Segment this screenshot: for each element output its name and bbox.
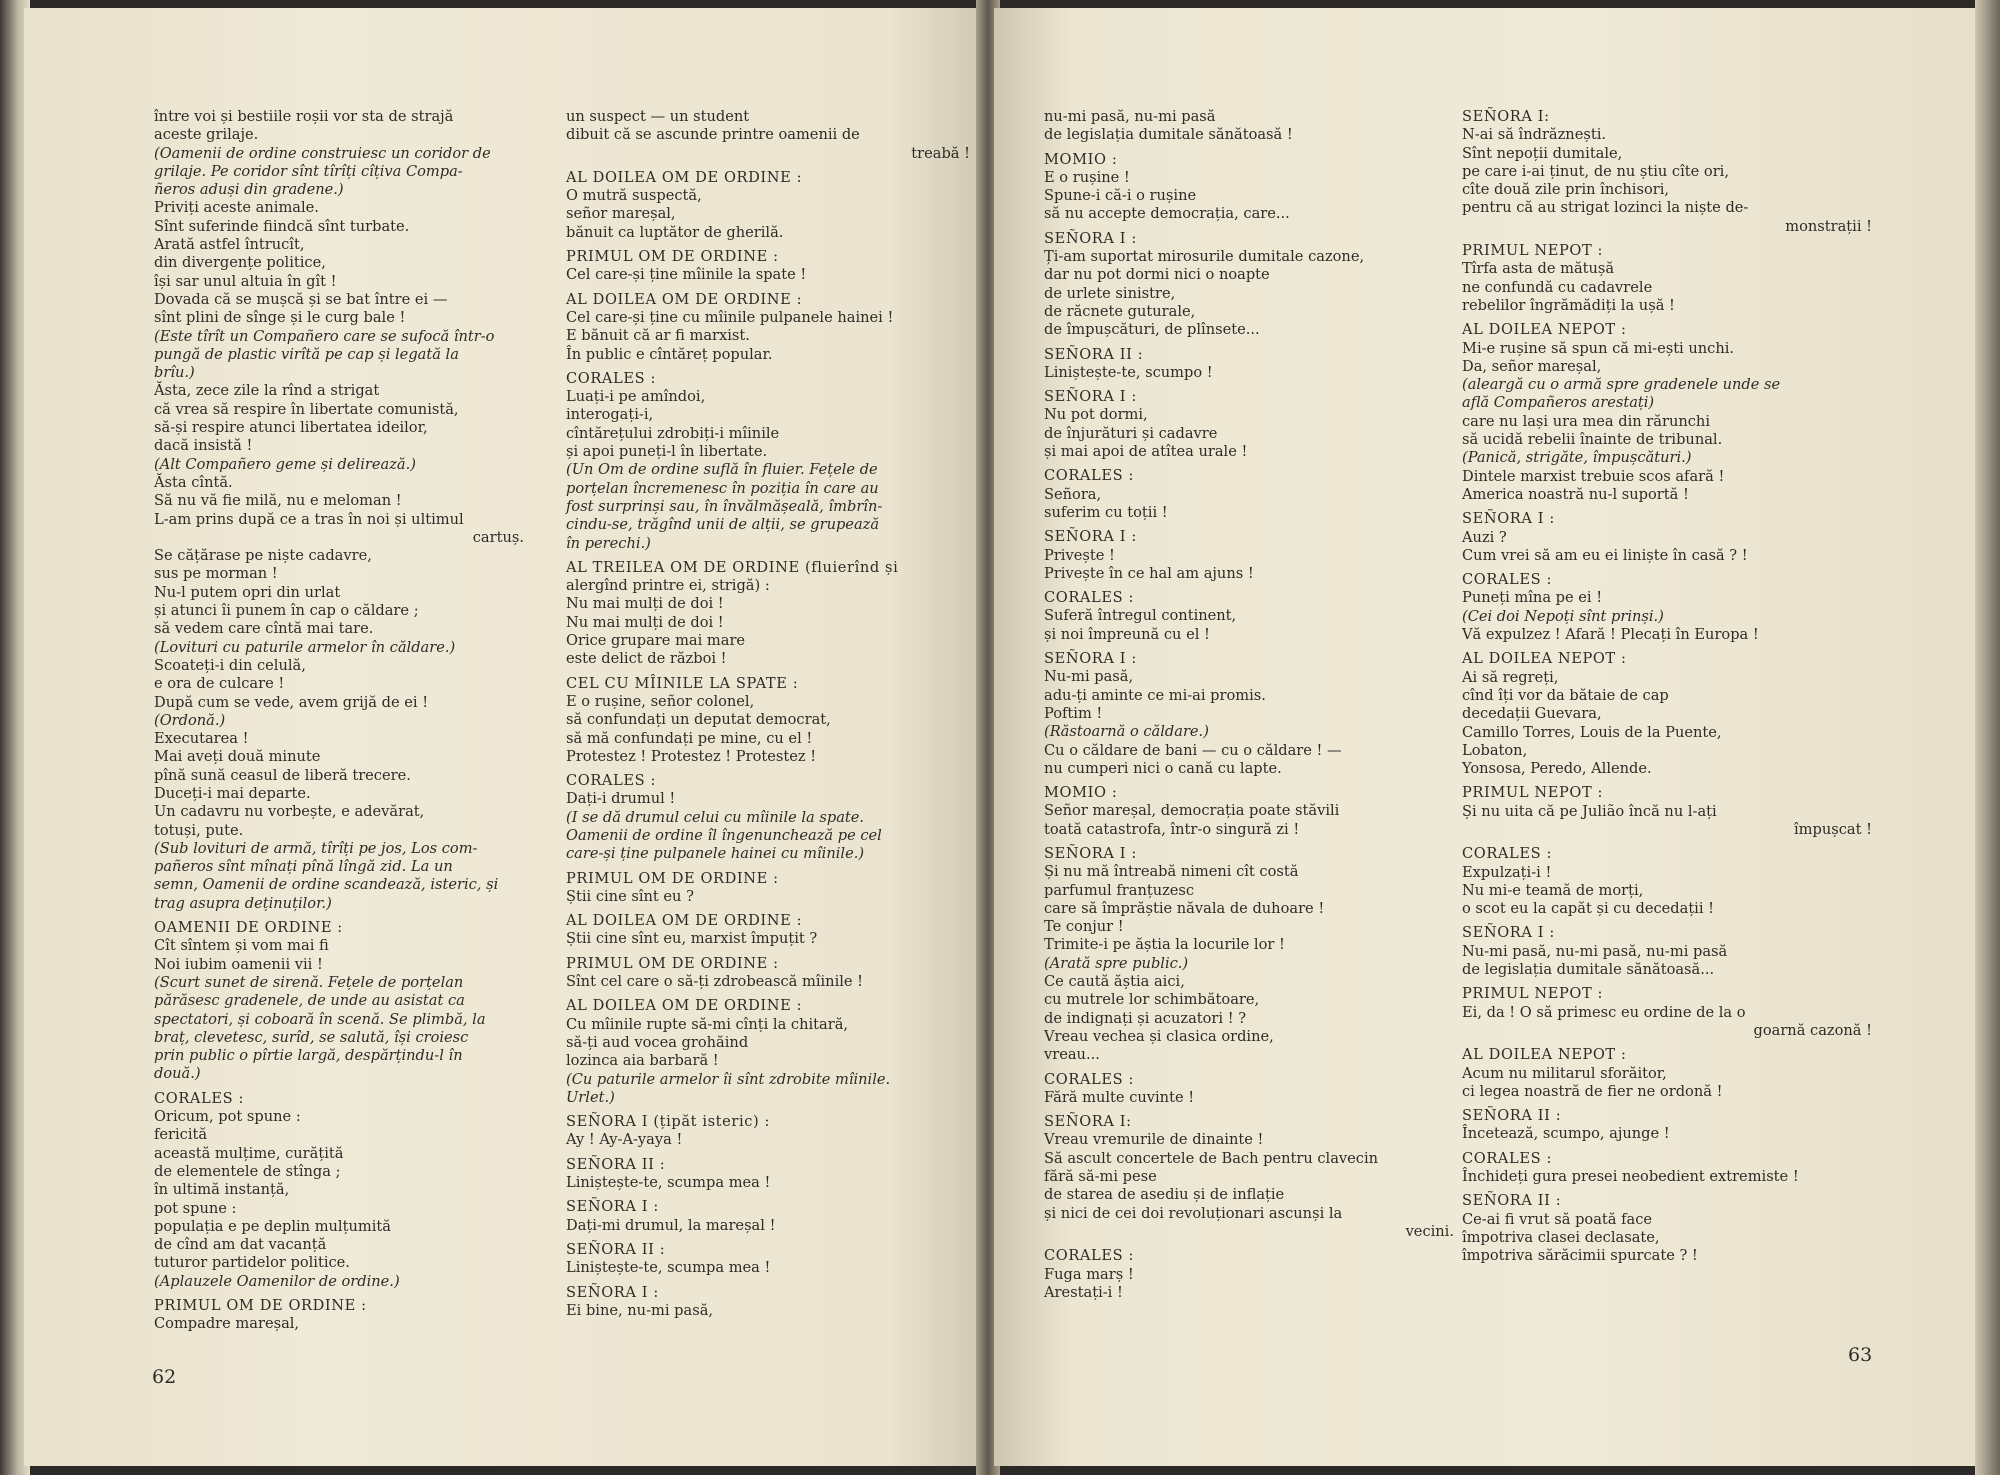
text-line: să confundați un deputat democrat, xyxy=(566,711,831,729)
text-line: Scoateți-i din celulă, xyxy=(154,656,306,674)
text-line: (Aplauzele Oamenilor de ordine.) xyxy=(154,1272,400,1290)
text-line: care să împrăștie năvala de duhoare ! xyxy=(1044,899,1325,917)
page-number-right: 63 xyxy=(1848,1344,1873,1366)
text-line: După cum se vede, avem grijă de ei ! xyxy=(154,693,429,711)
text-line: Ai să regreți, xyxy=(1462,668,1559,686)
text-line: Compadre mareșal, xyxy=(154,1315,300,1333)
text-line: America noastră nu-l suportă ! xyxy=(1462,485,1689,503)
text-line: ci legea noastră de fier ne ordonă ! xyxy=(1462,1082,1723,1100)
speaker-label: SEÑORA I : xyxy=(1044,229,1137,247)
speaker-label: CORALES : xyxy=(1462,1149,1552,1167)
text-line: Liniștește-te, scumpa mea ! xyxy=(566,1259,771,1277)
text-line: Dintele marxist trebuie scos afară ! xyxy=(1462,467,1725,485)
text-line: (Cei doi Nepoți sînt prinși.) xyxy=(1462,607,1664,625)
text-line: pañeros sînt mînați pînă lîngă zid. La un xyxy=(154,858,453,876)
text-line: împotriva sărăcimii spurcate ? ! xyxy=(1462,1247,1698,1265)
text-line: să ucidă rebelii înainte de tribunal. xyxy=(1462,431,1723,449)
speaker-label: PRIMUL OM DE ORDINE : xyxy=(154,1297,367,1314)
text-line: Nu mai mulți de doi ! xyxy=(566,613,724,631)
text-line: de înjurături și cadavre xyxy=(1044,424,1218,442)
text-line: decedații Guevara, xyxy=(1462,705,1602,723)
text-line: să-și respire atunci libertatea ideilor, xyxy=(154,419,428,437)
text-line: Și nu mă întreabă nimeni cît costă xyxy=(1044,863,1299,881)
page-number-left: 62 xyxy=(152,1366,177,1388)
text-line: Señor mareșal, democrația poate stăvili xyxy=(1044,802,1340,820)
text-line: (Ordonă.) xyxy=(154,711,226,729)
text-line: Cum vrei să am eu ei liniște în casă ? ! xyxy=(1462,546,1748,564)
speaker-label: CORALES : xyxy=(154,1089,244,1107)
text-line: ne confundă cu cadavrele xyxy=(1462,278,1653,296)
text-line: vreau... xyxy=(1044,1046,1100,1064)
text-line: de răcnete guturale, xyxy=(1044,302,1196,320)
text-line: alergînd printre ei, strigă) : xyxy=(566,577,770,595)
text-line: (I se dă drumul celui cu mîinile la spate. xyxy=(566,808,865,826)
text-line: adu-ți aminte ce mi-ai promis. xyxy=(1044,686,1266,704)
text-line: Vă expulzez ! Afară ! Plecați în Europa ! xyxy=(1462,626,1759,644)
text-line: Privește ! xyxy=(1044,546,1115,564)
left-page xyxy=(24,8,984,1466)
speaker-label: SEÑORA I : xyxy=(1462,510,1555,528)
text-line: Știi cine sînt eu, marxist împuțit ? xyxy=(566,930,818,948)
text-line: populația e pe deplin mulțumită xyxy=(154,1217,391,1235)
text-line: vecini. xyxy=(1405,1222,1454,1240)
speaker-label: MOMIO : xyxy=(1044,150,1118,168)
text-line: Acum nu militarul sforăitor, xyxy=(1462,1064,1667,1082)
text-line: pentru că au strigat lozinci la niște de- xyxy=(1462,199,1749,217)
text-line: Cel care-și ține cu mîinile pulpanele hainei ! xyxy=(566,308,894,326)
speaker-label: AL DOILEA NEPOT : xyxy=(1462,321,1627,339)
speaker-label: AL DOILEA NEPOT : xyxy=(1462,1046,1627,1064)
text-line: Nu mai mulți de doi ! xyxy=(566,595,724,613)
text-line: Cu mîinile rupte să-mi cînți la chitară, xyxy=(566,1015,849,1033)
text-line: Liniștește-te, scumpo ! xyxy=(1044,363,1213,381)
text-line: Auzi ? xyxy=(1462,528,1507,546)
text-line: de elementele de stînga ; xyxy=(154,1162,341,1180)
text-line: (aleargă cu o armă spre gradenele unde se xyxy=(1462,376,1781,394)
text-line: cîte două zile prin închisori, xyxy=(1462,181,1670,199)
text-line: pînă sună ceasul de liberă trecere. xyxy=(154,766,411,784)
text-line: dar nu pot dormi nici o noapte xyxy=(1044,266,1270,284)
text-line: brîu.) xyxy=(154,364,195,382)
text-line: Nu-l putem opri din urlat xyxy=(154,583,341,601)
text-line: Noi iubim oamenii vii ! xyxy=(154,955,323,973)
text-line: să nu accepte democrația, care... xyxy=(1044,205,1290,223)
text-line: această mulțime, curățită xyxy=(154,1144,344,1162)
text-line: Da, señor mareșal, xyxy=(1462,357,1602,375)
speaker-label: SEÑORA II : xyxy=(566,1155,666,1173)
text-line: Lobaton, xyxy=(1462,741,1528,759)
text-line: Ei bine, nu-mi pasă, xyxy=(566,1301,714,1319)
text-line: spectatori, și coboară în scenă. Se plimbă, la xyxy=(154,1010,486,1028)
text-line: fost surprinși sau, în învălmășeală, îmbrîn- xyxy=(566,497,883,515)
text-line: Fără multe cuvinte ! xyxy=(1044,1088,1195,1106)
speaker-label: AL TREILEA OM DE ORDINE (fluierînd și xyxy=(566,558,899,576)
text-line: Și nu uita că pe Julião încă nu l-ați xyxy=(1462,802,1717,820)
speaker-label: SEÑORA I : xyxy=(1462,924,1555,942)
text-line: de indignați și acuzatori ! ? xyxy=(1044,1009,1247,1027)
text-line: Yonsosa, Peredo, Allende. xyxy=(1462,760,1652,778)
text-line: Închideți gura presei neobedient extremiste ! xyxy=(1462,1168,1799,1186)
text-line: Executarea ! xyxy=(154,730,249,748)
speaker-label: SEÑORA I : xyxy=(1044,528,1137,546)
text-line: suferim cu toții ! xyxy=(1044,503,1168,521)
text-line: Liniștește-te, scumpa mea ! xyxy=(566,1174,771,1192)
speaker-label: AL DOILEA NEPOT : xyxy=(1462,650,1627,668)
text-line: bănuit ca luptător de gherilă. xyxy=(566,223,784,241)
speaker-label: PRIMUL OM DE ORDINE : xyxy=(566,869,779,887)
text-line: (Oamenii de ordine construiesc un coridor de xyxy=(154,144,491,162)
text-line: și mai apoi de atîtea urale ! xyxy=(1044,443,1248,461)
text-line: Să nu vă fie milă, nu e meloman ! xyxy=(154,492,402,510)
speaker-label: CORALES : xyxy=(1462,845,1552,863)
text-line: Sînt suferinde fiindcă sînt turbate. xyxy=(154,217,410,235)
text-line: Știi cine sînt eu ? xyxy=(566,887,694,905)
text-line: dibuit că se ascunde printre oamenii de xyxy=(566,126,860,144)
speaker-label: PRIMUL OM DE ORDINE : xyxy=(566,954,779,972)
text-line: Ay ! Ay-A-yaya ! xyxy=(566,1131,683,1149)
text-line: cîntărețului zdrobiți-i mîinile xyxy=(566,424,780,442)
speaker-label: PRIMUL NEPOT : xyxy=(1462,784,1604,802)
text-line: Vreau vechea și clasica ordine, xyxy=(1044,1027,1274,1045)
text-line: monstrații ! xyxy=(1785,217,1872,235)
text-line: Fuga marș ! xyxy=(1044,1265,1134,1283)
text-line: Dați-mi drumul, la mareșal ! xyxy=(566,1216,776,1234)
speaker-label: SEÑORA II : xyxy=(1462,1107,1562,1125)
text-line: Te conjur ! xyxy=(1044,918,1124,936)
text-line: cu mutrele lor schimbătoare, xyxy=(1044,991,1260,1009)
text-line: de legislația dumitale sănătoasă... xyxy=(1462,961,1715,979)
text-line: rebelilor îngrămădiți la ușă ! xyxy=(1462,296,1675,314)
text-line: Señora, xyxy=(1044,485,1102,503)
text-line: Spune-i că-i o rușine xyxy=(1044,187,1197,205)
speaker-label: CORALES : xyxy=(566,772,656,790)
text-line: Camillo Torres, Louis de la Puente, xyxy=(1462,723,1722,741)
text-line: Luați-i pe amîndoi, xyxy=(566,388,706,406)
speaker-label: AL DOILEA OM DE ORDINE : xyxy=(566,290,803,308)
text-line: să vedem care cîntă mai tare. xyxy=(154,620,374,638)
text-line: ñeros aduși din gradene.) xyxy=(154,181,344,199)
text-line: prin public o pîrtie largă, despărțindu-l în xyxy=(154,1047,463,1065)
text-line: lozinca aia barbară ! xyxy=(566,1052,719,1070)
speaker-label: SEÑORA I : xyxy=(566,1283,659,1301)
text-line: E bănuit că ar fi marxist. xyxy=(566,327,750,345)
text-line: de împușcături, de plînsete... xyxy=(1044,321,1260,339)
speaker-label: SEÑORA I: xyxy=(1462,108,1550,125)
speaker-label: CORALES : xyxy=(1044,467,1134,485)
text-line: (Scurt sunet de sirenă. Fețele de porțelan xyxy=(154,973,464,991)
text-line: grilaje. Pe coridor sînt tîrîți cîțiva Compa- xyxy=(154,162,463,180)
text-line: Nu pot dormi, xyxy=(1044,406,1148,424)
text-line: Ce-ai fi vrut să poată face xyxy=(1462,1210,1653,1228)
text-line: în perechi.) xyxy=(566,534,651,552)
text-line: pe care i-ai ținut, de nu știu cîte ori, xyxy=(1462,162,1729,180)
speaker-label: SEÑORA I : xyxy=(1044,388,1137,406)
text-line: Poftim ! xyxy=(1044,704,1103,722)
text-line: nu cumperi nici o cană cu lapte. xyxy=(1044,759,1282,777)
text-line: Suferă întregul continent, xyxy=(1044,607,1237,625)
text-line: și noi împreună cu el ! xyxy=(1044,625,1210,643)
text-line: cînd îți vor da bătaie de cap xyxy=(1462,686,1669,704)
text-line: Dovada că se mușcă și se bat între ei — xyxy=(154,290,448,308)
text-line: împușcat ! xyxy=(1794,820,1872,838)
right-page-column-2 xyxy=(1462,108,1872,1266)
text-line: Trimite-i pe ăștia la locurile lor ! xyxy=(1044,936,1285,954)
speaker-label: CORALES : xyxy=(1462,571,1552,589)
text-line: O mutră suspectă, xyxy=(566,187,702,205)
speaker-label: SEÑORA II : xyxy=(566,1240,666,1258)
text-line: Protestez ! Protestez ! Protestez ! xyxy=(566,747,817,765)
speaker-label: CORALES : xyxy=(1044,1247,1134,1265)
text-line: (Lovituri cu paturile armelor în căldare.) xyxy=(154,638,456,656)
text-line: în ultimă instanță, xyxy=(154,1181,290,1199)
text-line: aceste grilaje. xyxy=(154,126,259,144)
text-line: cartuș. xyxy=(472,528,524,546)
text-line: află Compañeros arestați) xyxy=(1462,394,1655,412)
text-line: Priviți aceste animale. xyxy=(154,199,319,217)
text-line: părăsesc gradenele, de unde au asistat ca xyxy=(154,992,465,1010)
speaker-label: AL DOILEA OM DE ORDINE : xyxy=(566,997,803,1015)
speaker-label: SEÑORA I : xyxy=(566,1198,659,1216)
speaker-label: SEÑORA II : xyxy=(1462,1192,1562,1210)
text-line: Cît sîntem și vom mai fi xyxy=(154,937,329,955)
text-line: de urlete sinistre, xyxy=(1044,284,1176,302)
text-line: un suspect — un student xyxy=(566,108,750,125)
text-line: Ți-am suportat mirosurile dumitale cazone, xyxy=(1044,248,1365,266)
speaker-label: PRIMUL NEPOT : xyxy=(1462,242,1604,260)
text-line: Arestați-i ! xyxy=(1044,1283,1123,1301)
text-line: Vreau vremurile de dinainte ! xyxy=(1044,1131,1264,1149)
text-line: să mă confundați pe mine, cu el ! xyxy=(566,729,813,747)
text-line: Dați-i drumul ! xyxy=(566,790,676,808)
text-line: (Arată spre public.) xyxy=(1044,954,1189,972)
text-line: Urlet.) xyxy=(566,1088,615,1106)
text-line: Tîrfa asta de mătușă xyxy=(1462,260,1615,278)
text-line: treabă ! xyxy=(911,144,970,162)
speaker-label: PRIMUL NEPOT : xyxy=(1462,985,1604,1003)
text-line: (Un Om de ordine suflă în fluier. Fețele de xyxy=(566,461,878,479)
text-line: Oricum, pot spune : xyxy=(154,1108,301,1126)
text-line: fericită xyxy=(154,1126,208,1144)
speaker-label: PRIMUL OM DE ORDINE : xyxy=(566,248,779,266)
text-line: Ăsta, zece zile la rînd a strigat xyxy=(154,382,380,400)
speaker-label: SEÑORA I : xyxy=(1044,650,1137,668)
text-line: În public e cîntăreț popular. xyxy=(566,345,773,363)
text-line: goarnă cazonă ! xyxy=(1753,1021,1872,1039)
text-line: (Alt Compañero geme și delirează.) xyxy=(154,455,416,473)
speaker-label: SEÑORA I: xyxy=(1044,1113,1132,1131)
speaker-label: MOMIO : xyxy=(1044,784,1118,802)
text-line: (Este tîrît un Compañero care se sufocă într-o xyxy=(154,327,495,345)
text-line: Ei, da ! O să primesc eu ordine de la o xyxy=(1462,1003,1746,1021)
text-line: Ce caută ăștia aici, xyxy=(1044,973,1185,991)
book-edge-right xyxy=(1975,0,2000,1475)
speaker-label: CORALES : xyxy=(1044,1070,1134,1088)
text-line: care-și ține pulpanele hainei cu mîinile.) xyxy=(566,845,865,863)
text-line: între voi și bestiile roșii vor sta de strajă xyxy=(154,108,454,125)
speaker-label: CORALES : xyxy=(1044,589,1134,607)
text-line: e ora de culcare ! xyxy=(154,675,285,693)
text-line: señor mareșal, xyxy=(566,205,676,223)
text-line: totuși, pute. xyxy=(154,821,244,839)
text-line: Cu o căldare de bani — cu o căldare ! — xyxy=(1044,741,1342,759)
text-line: Sînt cel care o să-ți zdrobească mîinile ! xyxy=(566,973,864,991)
text-line: este delict de război ! xyxy=(566,650,727,668)
text-line: sînt plini de sînge și le curg bale ! xyxy=(154,309,406,327)
text-line: (Răstoarnă o căldare.) xyxy=(1044,723,1209,741)
text-line: și nici de cei doi revoluționari ascunși la xyxy=(1044,1204,1343,1222)
text-line: nu-mi pasă, nu-mi pasă xyxy=(1044,108,1216,125)
text-line: și atunci îi punem în cap o căldare ; xyxy=(154,602,419,620)
text-line: Duceți-i mai departe. xyxy=(154,784,311,802)
text-line: N-ai să îndrăznești. xyxy=(1462,126,1607,144)
text-line: să-ți aud vocea grohăind xyxy=(566,1033,749,1051)
text-line: Se cățărase pe niște cadavre, xyxy=(154,547,372,565)
text-line: (Cu paturile armelor îi sînt zdrobite mîinile. xyxy=(566,1070,891,1088)
text-line: (Panică, strigăte, împușcături.) xyxy=(1462,449,1692,467)
text-line: Orice grupare mai mare xyxy=(566,632,746,650)
text-line: Privește în ce hal am ajuns ! xyxy=(1044,564,1254,582)
text-line: Nu mi-e teamă de morți, xyxy=(1462,881,1644,899)
left-page-column-2 xyxy=(566,108,970,1320)
right-page xyxy=(994,8,1980,1466)
text-line: fără să-mi pese xyxy=(1044,1168,1157,1186)
speaker-label: SEÑORA I : xyxy=(1044,844,1137,862)
text-line: braț, clevetesc, surîd, se salută, își croiesc xyxy=(154,1028,469,1046)
text-line: Ăsta cîntă. xyxy=(154,473,233,491)
text-line: își sar unul altuia în gît ! xyxy=(154,272,337,290)
text-line: pungă de plastic virîtă pe cap și legată la xyxy=(154,345,459,363)
text-line: parfumul franțuzesc xyxy=(1044,881,1195,899)
text-line: sus pe morman ! xyxy=(154,565,278,583)
text-line: cindu-se, trăgînd unii de alții, se grupează xyxy=(566,516,880,534)
text-line: de cînd am dat vacanță xyxy=(154,1236,327,1254)
text-line: două.) xyxy=(154,1065,201,1083)
text-line: E o rușine, señor colonel, xyxy=(566,692,755,710)
speaker-label: SEÑORA I (țipăt isteric) : xyxy=(566,1113,771,1131)
text-line: toată catastrofa, într-o singură zi ! xyxy=(1044,820,1300,838)
text-line: Să ascult concertele de Bach pentru clavecin xyxy=(1044,1149,1379,1167)
text-line: Oamenii de ordine îl îngenunchează pe cel xyxy=(566,826,882,844)
text-line: tuturor partidelor politice. xyxy=(154,1254,350,1272)
text-line: trag asupra deținuților.) xyxy=(154,894,332,912)
right-page-column-1 xyxy=(1044,108,1454,1302)
text-line: interogați-i, xyxy=(566,406,654,424)
speaker-label: AL DOILEA OM DE ORDINE : xyxy=(566,168,803,186)
text-line: (Sub lovituri de armă, tîrîți pe jos, Los com- xyxy=(154,839,478,857)
text-line: o scot eu la capăt și cu decedații ! xyxy=(1462,900,1715,918)
text-line: de starea de asediu și de inflație xyxy=(1044,1186,1285,1204)
text-line: Nu-mi pasă, nu-mi pasă, nu-mi pasă xyxy=(1462,942,1728,960)
text-line: de legislația dumitale sănătoasă ! xyxy=(1044,126,1293,144)
text-line: Mi-e rușine să spun că mi-ești unchi. xyxy=(1462,339,1735,357)
text-line: Nu-mi pasă, xyxy=(1044,668,1134,686)
text-line: Puneți mîna pe ei ! xyxy=(1462,589,1603,607)
text-line: L-am prins după ce a tras în noi și ultimul xyxy=(154,510,464,528)
speaker-label: SEÑORA II : xyxy=(1044,345,1144,363)
text-line: împotriva clasei declasate, xyxy=(1462,1228,1660,1246)
text-line: Mai aveți două minute xyxy=(154,748,321,766)
speaker-label: CEL CU MÎINILE LA SPATE : xyxy=(566,674,799,692)
text-line: Expulzați-i ! xyxy=(1462,863,1552,881)
text-line: din divergențe politice, xyxy=(154,254,326,272)
text-line: Încetează, scumpo, ajunge ! xyxy=(1462,1125,1670,1143)
speaker-label: AL DOILEA OM DE ORDINE : xyxy=(566,912,803,930)
speaker-label: OAMENII DE ORDINE : xyxy=(154,919,343,937)
text-line: dacă insistă ! xyxy=(154,437,253,455)
speaker-label: CORALES : xyxy=(566,369,656,387)
text-line: Cel care-și ține mîinile la spate ! xyxy=(566,266,807,284)
text-line: semn, Oamenii de ordine scandează, isteric, și xyxy=(154,876,499,894)
left-page-column-1 xyxy=(154,108,524,1334)
text-line: E o rușine ! xyxy=(1044,168,1130,186)
text-line: Un cadavru nu vorbește, e adevărat, xyxy=(154,803,425,821)
text-line: care nu lași ura mea din rărunchi xyxy=(1462,412,1710,430)
text-line: Arată astfel întrucît, xyxy=(154,236,305,254)
text-line: și apoi puneți-l în libertate. xyxy=(566,443,768,461)
text-line: pot spune : xyxy=(154,1199,237,1217)
text-line: că vrea să respire în libertate comunistă, xyxy=(154,400,459,418)
text-line: porțelan încremenesc în poziția în care au xyxy=(566,479,879,497)
text-line: Sînt nepoții dumitale, xyxy=(1462,144,1623,162)
